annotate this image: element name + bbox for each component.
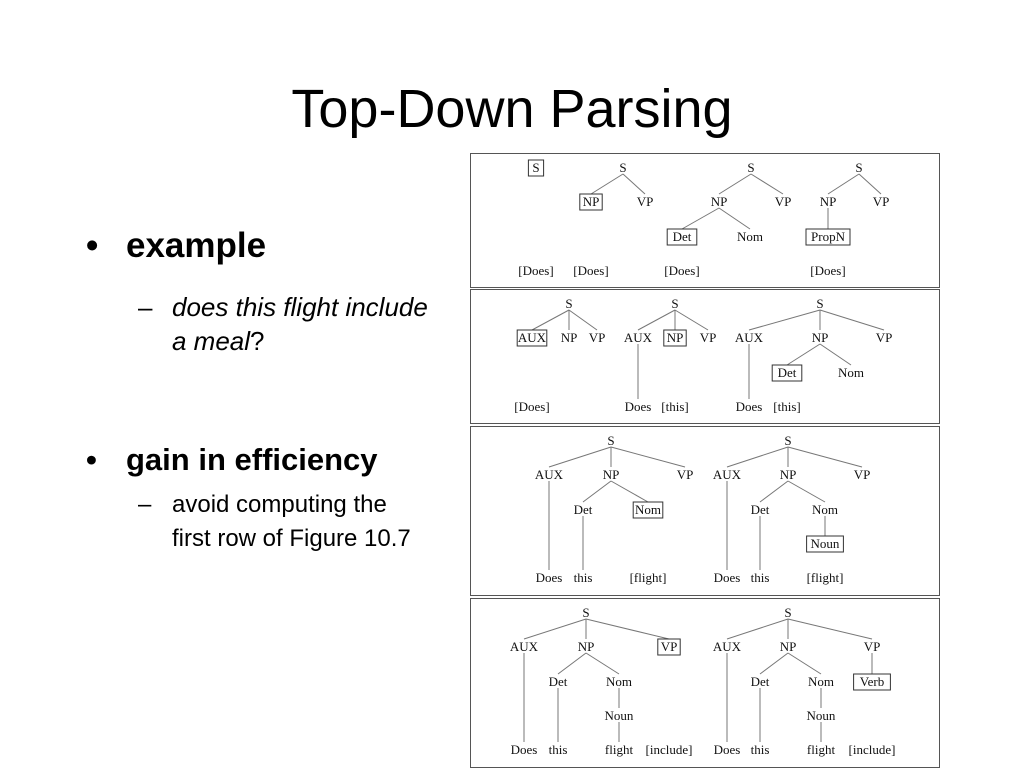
input-word: [include] — [848, 742, 896, 757]
tree-node-det: Det — [777, 365, 797, 380]
input-word: Does — [624, 399, 652, 414]
parse-tree — [713, 605, 890, 723]
tree-node-nom: Nom — [737, 229, 763, 244]
tree-edge — [787, 344, 820, 365]
figure-panel-row-2 — [470, 289, 940, 424]
tree-node-vp: VP — [853, 467, 871, 482]
tree-node-s: S — [619, 160, 627, 175]
tree-node-s: S — [855, 160, 863, 175]
input-word: Does — [510, 742, 538, 757]
tree-node-s: S — [816, 296, 824, 311]
tree-edge — [859, 174, 881, 194]
parse-trees-row-4 — [471, 599, 941, 769]
parse-tree — [735, 296, 892, 381]
bullet-label: example — [126, 226, 267, 265]
tree-edge — [591, 174, 623, 194]
tree-edge — [727, 447, 788, 467]
tree-node-nom: Nom — [606, 674, 632, 689]
input-word: [Does] — [518, 263, 554, 278]
tree-edge — [638, 310, 675, 330]
tree-edge — [727, 619, 788, 639]
tree-node-aux: AUX — [517, 330, 547, 345]
tree-node-noun: Noun — [810, 536, 840, 551]
tree-node-vp: VP — [875, 330, 893, 345]
tree-node-np: NP — [602, 467, 620, 482]
tree-node-aux: AUX — [534, 467, 564, 482]
tree-node-s: S — [582, 605, 590, 620]
tree-node-propn: PropN — [811, 229, 845, 244]
tree-node-s: S — [607, 433, 615, 448]
tree-edge — [611, 481, 648, 502]
tree-edge — [569, 310, 597, 330]
tree-edge — [719, 174, 751, 194]
input-word: [Does] — [664, 263, 700, 278]
input-word: this — [750, 570, 770, 585]
tree-node-vp: VP — [676, 467, 694, 482]
parse-tree — [528, 160, 543, 176]
tree-edge — [586, 653, 619, 674]
tree-node-s: S — [747, 160, 755, 175]
parse-tree — [667, 160, 791, 245]
input-word: [this] — [773, 399, 801, 414]
tree-node-s: S — [565, 296, 573, 311]
tree-node-np: NP — [560, 330, 578, 345]
tree-node-noun: Noun — [604, 708, 634, 723]
parse-trees-row-1 — [471, 154, 941, 289]
bullet-dot: • — [86, 226, 99, 265]
tree-node-det: Det — [750, 502, 770, 517]
tree-node-aux: AUX — [734, 330, 764, 345]
tree-edge — [788, 619, 872, 639]
input-word: Does — [735, 399, 763, 414]
tree-edge — [751, 174, 783, 194]
tree-edge — [760, 481, 788, 502]
figure-panel-row-3 — [470, 426, 940, 596]
parse-trees-row-2 — [471, 290, 941, 425]
tree-node-np: NP — [577, 639, 595, 654]
input-word: this — [548, 742, 568, 757]
example-sentence-tail: ? — [250, 326, 265, 356]
tree-node-vp: VP — [636, 194, 654, 209]
input-word: flight — [806, 742, 836, 757]
tree-edge — [532, 310, 569, 330]
parse-tree — [806, 160, 889, 245]
tree-edge — [788, 481, 825, 502]
tree-node-np: NP — [666, 330, 684, 345]
tree-node-np: NP — [710, 194, 728, 209]
tree-edge — [828, 174, 859, 194]
tree-edge — [623, 174, 645, 194]
tree-edge — [549, 447, 611, 467]
tree-node-s: S — [784, 605, 792, 620]
tree-node-nom: Nom — [838, 365, 864, 380]
parse-tree — [517, 296, 605, 346]
tree-node-vp: VP — [660, 639, 678, 654]
tree-edge — [749, 310, 820, 330]
parse-tree — [580, 160, 654, 210]
tree-edge — [675, 310, 708, 330]
tree-node-vp: VP — [699, 330, 717, 345]
input-word: this — [750, 742, 770, 757]
tree-node-nom: Nom — [635, 502, 661, 517]
figure-panel-row-1 — [470, 153, 940, 288]
tree-edge — [558, 653, 586, 674]
input-word: [flight] — [806, 570, 844, 585]
sub-bullet-dash: – — [138, 491, 152, 518]
tree-edge — [524, 619, 586, 639]
tree-node-verb: Verb — [859, 674, 885, 689]
tree-node-np: NP — [779, 467, 797, 482]
tree-edge — [611, 447, 685, 467]
sub-bullet-dash: – — [138, 292, 153, 322]
figure-panel-row-4 — [470, 598, 940, 768]
input-word: [include] — [645, 742, 693, 757]
tree-node-det: Det — [548, 674, 568, 689]
input-word: [Does] — [573, 263, 609, 278]
input-word: [Does] — [810, 263, 846, 278]
tree-edge — [682, 208, 719, 229]
tree-node-np: NP — [779, 639, 797, 654]
tree-edge — [760, 653, 788, 674]
tree-edge — [820, 310, 884, 330]
input-word: flight — [604, 742, 634, 757]
tree-node-aux: AUX — [623, 330, 653, 345]
tree-node-aux: AUX — [509, 639, 539, 654]
tree-edge — [583, 481, 611, 502]
parse-tree — [624, 296, 716, 346]
tree-node-nom: Nom — [812, 502, 838, 517]
parse-trees-row-3 — [471, 427, 941, 597]
input-word: Does — [535, 570, 563, 585]
tree-edge — [788, 653, 821, 674]
input-word: Does — [713, 742, 741, 757]
tree-edge — [820, 344, 851, 365]
example-sentence: does this flight include a meal — [172, 292, 428, 356]
tree-node-np: NP — [819, 194, 837, 209]
parse-tree — [713, 433, 870, 552]
tree-node-s: S — [671, 296, 679, 311]
tree-node-aux: AUX — [712, 639, 742, 654]
tree-node-np: NP — [582, 194, 600, 209]
input-word: Does — [713, 570, 741, 585]
slide-title: Top-Down Parsing — [291, 79, 733, 139]
tree-edge — [719, 208, 750, 229]
parse-tree — [535, 433, 693, 518]
tree-node-s: S — [784, 433, 792, 448]
tree-node-det: Det — [672, 229, 692, 244]
bullet-dot: • — [86, 442, 97, 477]
parse-tree — [510, 605, 680, 723]
tree-edge — [788, 447, 862, 467]
tree-node-s: S — [532, 160, 540, 175]
sub-bullet-text: avoid computing the first row of Figure 10.7 — [172, 491, 411, 552]
tree-node-det: Det — [750, 674, 770, 689]
input-word: [this] — [661, 399, 689, 414]
input-word: this — [573, 570, 593, 585]
input-word: [Does] — [514, 399, 550, 414]
tree-node-np: NP — [811, 330, 829, 345]
sub-bullet-text — [172, 290, 432, 358]
tree-node-nom: Nom — [808, 674, 834, 689]
bullet-label: gain in efficiency — [126, 442, 378, 477]
tree-edge — [586, 619, 669, 639]
tree-node-noun: Noun — [806, 708, 836, 723]
tree-node-aux: AUX — [712, 467, 742, 482]
tree-node-vp: VP — [863, 639, 881, 654]
tree-node-det: Det — [573, 502, 593, 517]
input-word: [flight] — [629, 570, 667, 585]
tree-node-vp: VP — [872, 194, 890, 209]
tree-node-vp: VP — [774, 194, 792, 209]
tree-node-vp: VP — [588, 330, 606, 345]
